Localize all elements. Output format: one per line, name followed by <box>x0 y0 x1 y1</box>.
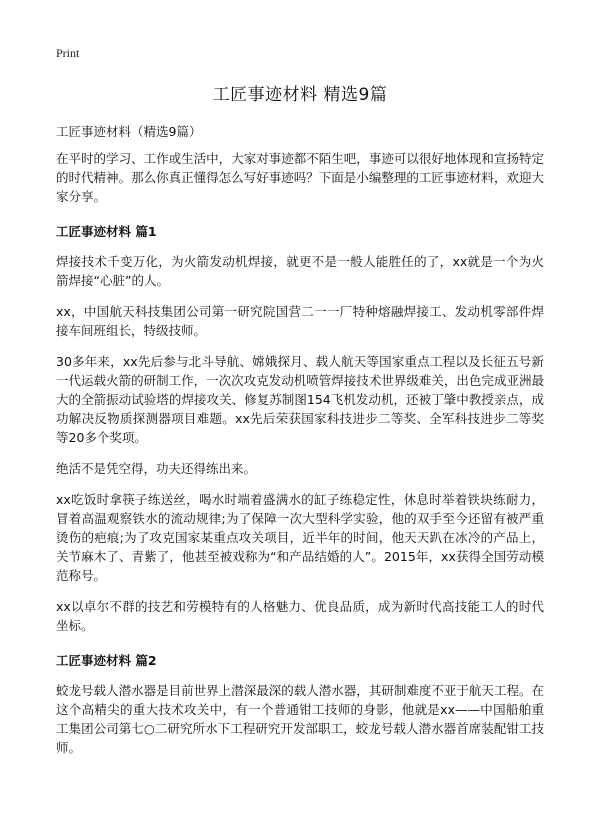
section1-paragraph: 30多年来，xx先后参与北斗导航、嫦娥探月、载人航天等国家重点工程以及长征五号新一代运载火箭的研制工作，一次次攻克发动机喷管焊接技术世界级难关，出色完成亚洲最大的全箭振动试验塔的焊接攻关、修复苏制图154飞机发动机，还被丁肇中教授亲点，成功解决反物质探测器项目难题。xx先后荣获国家科技进步二等奖、全军科技进步二等奖等20多个奖项。 <box>56 354 544 445</box>
section1-paragraph: xx，中国航天科技集团公司第一研究院国营二一一厂特种熔融焊接工、发动机零部件焊接车间班组长，特级技师。 <box>56 304 544 338</box>
section1-paragraph: xx以卓尔不群的技艺和劳模特有的人格魅力、优良品质，成为新时代高技能工人的时代坐标。 <box>56 599 544 633</box>
section-heading-2: 工匠事迹材料 篇2 <box>56 653 157 668</box>
section1-paragraph: xx吃饭时拿筷子练送丝，喝水时端着盛满水的缸子练稳定性，休息时举着铁块练耐力，冒着高温观察铁水的流动规律;为了保障一次大型科学实验，他的双手至今还留有被严重烫伤的疤痕;为了攻克国家某重点攻关项目，近半年的时间，他天天趴在冰冷的产品上，关节麻木了、青紫了，他甚至被戏称为“和产品结婚的人”。2015年，xx获得全国劳动模范称号。 <box>56 492 544 583</box>
section2-paragraph: 蛟龙号载人潜水器是目前世界上潜深最深的载人潜水器，其研制难度不亚于航天工程。在这个高精尖的重大技术攻关中，有一个普通钳工技师的身影，他就是xx——中国船舶重工集团公司第七○二研究所水下工程研究开发部职工，蛟龙号载人潜水器首席装配钳工技师。 <box>56 683 544 755</box>
section1-paragraph: 绝活不是凭空得，功夫还得练出来。 <box>56 461 257 476</box>
section-heading-1: 工匠事迹材料 篇1 <box>56 224 157 239</box>
print-label[interactable]: Print <box>56 46 80 60</box>
intro-paragraph: 在平时的学习、工作或生活中，大家对事迹都不陌生吧，事迹可以很好地体现和宣扬特定的时代精神。那么你真正懂得怎么写好事迹吗？下面是小编整理的工匠事迹材料，欢迎大家分享。 <box>56 151 544 204</box>
page-title: 工匠事迹材料 精选9篇 <box>212 85 388 105</box>
document-subtitle: 工匠事迹材料（精选9篇） <box>56 124 202 139</box>
section1-paragraph: 焊接技术千变万化，为火箭发动机焊接，就更不是一般人能胜任的了，xx就是一个为火箭焊接“心脏”的人。 <box>56 254 544 288</box>
